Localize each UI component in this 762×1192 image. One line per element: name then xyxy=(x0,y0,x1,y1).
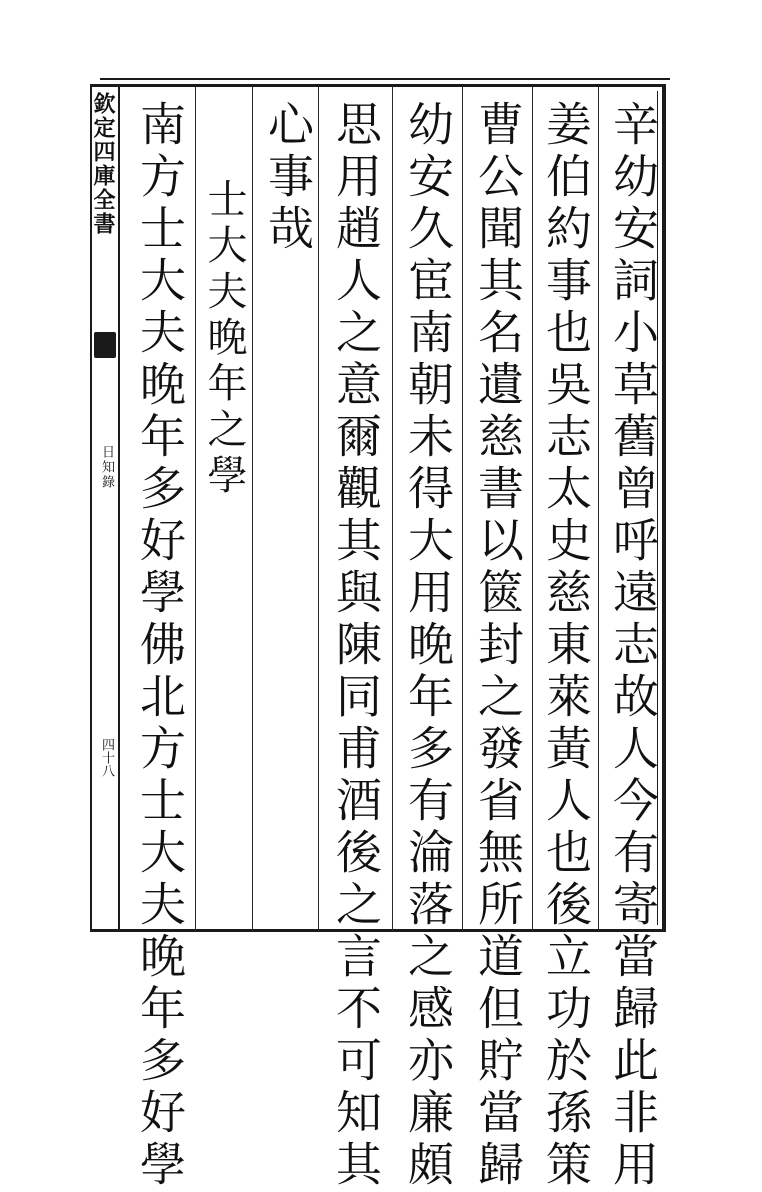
text-column-8: 南方士大夫晚年多好學佛北方士大夫晚年多好學 xyxy=(133,100,187,1192)
column-rule xyxy=(598,86,599,931)
column-rule xyxy=(252,86,253,931)
text-column-5: 思用趙人之意爾觀其與陳同甫酒後之言不可知其 xyxy=(329,100,383,1192)
text-column-3: 曹公聞其名遺慈書以篋封之發省無所道但貯當歸 xyxy=(471,100,525,1192)
fishtail-mark-icon xyxy=(94,332,116,358)
section-heading: 士大夫晚年之學 xyxy=(201,178,247,500)
work-title: 日知錄 xyxy=(99,445,114,490)
column-rule xyxy=(462,86,463,931)
text-column-1: 辛幼安詞小草舊曾呼遠志故人今有寄當歸此非用 xyxy=(606,100,660,1192)
text-column-6: 心事哉 xyxy=(261,100,315,256)
text-column-2: 姜伯約事也吳志太史慈東萊黃人也後立功於孫策 xyxy=(539,100,593,1192)
column-rule xyxy=(392,86,393,931)
page-number: 四十八 xyxy=(99,738,114,777)
text-column-4: 幼安久宦南朝未得大用晚年多有淪落之感亦廉頗 xyxy=(401,100,455,1192)
column-rule xyxy=(318,86,319,931)
column-rule xyxy=(532,86,533,931)
book-title: 欽定四庫全書 xyxy=(90,92,116,236)
